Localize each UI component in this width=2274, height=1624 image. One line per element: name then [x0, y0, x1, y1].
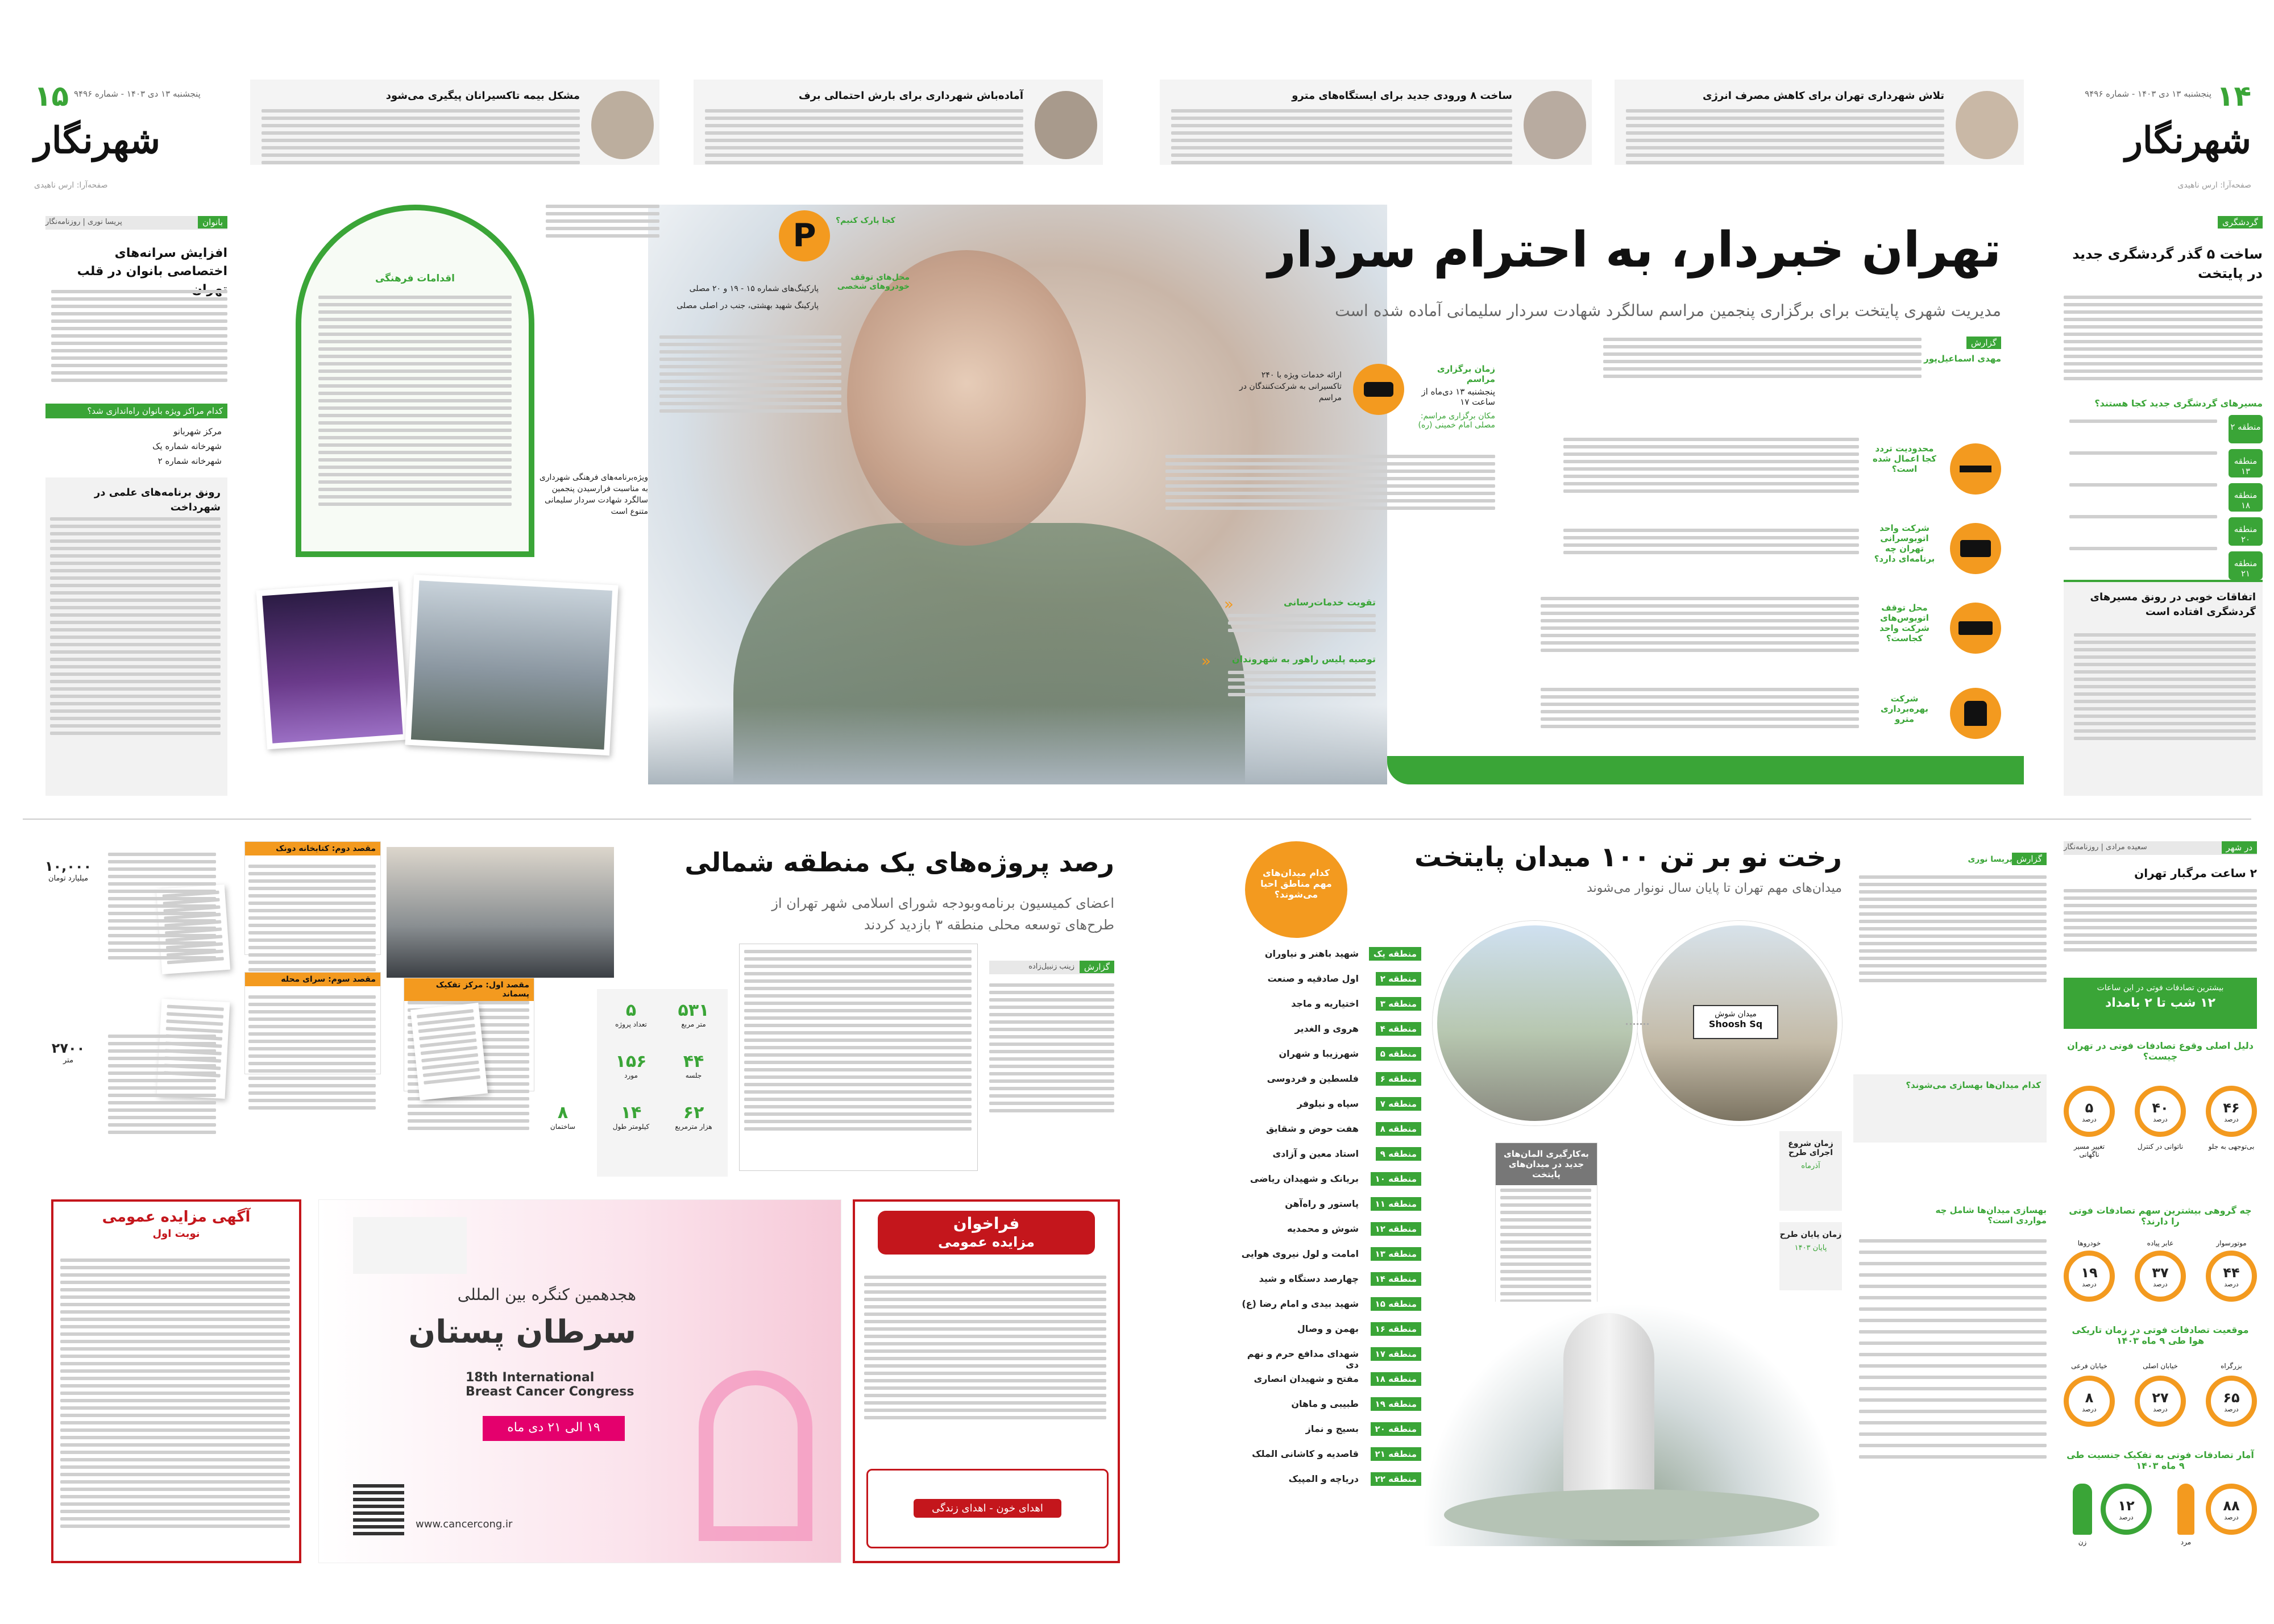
square-name: امامت و لول نیروی هوایی: [1241, 1248, 1359, 1259]
stat-label: مرد: [2180, 1538, 2192, 1546]
avatar: [1956, 91, 2018, 159]
congress-title: هجدهمین کنگره بین المللی: [457, 1285, 636, 1304]
avatar: [591, 91, 654, 159]
which-title: کدام میدان‌ها بهسازی می‌شوند؟: [1906, 1080, 2041, 1090]
zone-badge: منطقه ۱۵: [1371, 1297, 1421, 1311]
photo-shoosh: [1637, 921, 1842, 1125]
culture-arch: [296, 205, 534, 557]
dest-card: [244, 972, 381, 1074]
end-label: زمان پایان طرح: [1779, 1230, 1842, 1239]
section-tag: بانوان: [198, 216, 227, 229]
metro-icon: [1950, 688, 2001, 739]
question: موقعیت تصادفات فوتی در زمان تاریکی هوا طی ۹ ماه ۱۴۰۳: [2072, 1324, 2249, 1346]
stat-value: ۶۲: [683, 1103, 704, 1123]
stat: [534, 1103, 591, 1131]
call-title: فراخوان: [878, 1211, 1095, 1233]
zone-row: [1239, 1244, 1421, 1265]
info-title: شرکت بهره‌برداری مترو: [1881, 693, 1928, 724]
renov: [1853, 1205, 2047, 1523]
stat-label: هزار مترمربع: [675, 1123, 712, 1131]
ad-auction[interactable]: [51, 1199, 301, 1563]
zone-badge: منطقه ۱۸: [2229, 483, 2263, 512]
stat-ring: ۱۲ درصد: [2101, 1484, 2152, 1535]
stat-value: ۱۵۶: [615, 1052, 647, 1071]
zone-row: [1239, 1419, 1421, 1440]
ceremony-label: زمان برگزاری مراسم: [1437, 364, 1495, 384]
sign-en: Shoosh Sq: [1708, 1019, 1763, 1029]
photo-monirieh: [1433, 921, 1637, 1125]
peak-box: [2064, 978, 2257, 1029]
projects-headline: رصد پروژه‌های یک منطقه شمالی: [684, 847, 1114, 878]
zone-badge: منطقه ۱۲: [1371, 1222, 1421, 1236]
street-sign: [1693, 1005, 1778, 1039]
zone-row: [1239, 1044, 1421, 1065]
logo: شهرنگار: [34, 119, 160, 162]
zone-row: [1239, 1294, 1421, 1315]
stat-ring: ۶۵ درصد: [2206, 1376, 2257, 1427]
projects-lead: اعضای کمیسیون برنامه‌وبودجه شورای اسلامی شهر تهران از طرح‌های توسعه محلی منطقه ۳ بازدید کردند: [771, 895, 1114, 933]
zone-row: [1239, 1069, 1421, 1090]
top-news-3[interactable]: [694, 80, 1103, 165]
zone-row: [1239, 1119, 1421, 1140]
ceremony-place: مکان برگزاری مراسم: مصلی امام خمینی (ره): [1418, 412, 1495, 430]
police-title: توصیه پلیس راهور به شهروندان: [1231, 654, 1376, 664]
stat-label: ناتوانی در کنترل: [2137, 1143, 2184, 1150]
question: چه گروهی بیشترین سهم تصادفات فوتی را دارند؟: [2069, 1205, 2252, 1227]
stat-label: ساختمان: [550, 1123, 576, 1131]
start-value: آذرماه: [1801, 1162, 1820, 1170]
taxi-icon: [1353, 364, 1404, 415]
stat-ring: ۵ درصد: [2064, 1086, 2115, 1137]
news-title: مشکل بیمه تاکسیرانان پیگیری می‌شود: [385, 90, 580, 102]
private-question: محل‌های توقف خودروهای شخصی: [837, 273, 910, 291]
square-name: دریاچه و المپیک: [1288, 1473, 1359, 1484]
page-number: ۱۴: [2216, 80, 2251, 113]
zone-row: [1239, 969, 1421, 990]
start-box: [1779, 1131, 1842, 1211]
article-title: افزایش سرانه‌های اختصاصی بانوان در قلب: [77, 246, 227, 279]
logo: شهرنگار: [2125, 119, 2251, 162]
square-name: هروی و الغدیر: [1294, 1023, 1359, 1034]
blood-banner: [866, 1469, 1109, 1548]
square-name: شهید باهنر و نیاوران: [1264, 948, 1359, 959]
square-name: شهید بیدی و امام رضا (ع): [1242, 1298, 1359, 1309]
zone-row: [1239, 1019, 1421, 1040]
page-header-right: [2069, 80, 2251, 193]
kicker: گزارش: [2012, 853, 2047, 865]
photo-officials: [387, 847, 614, 978]
squares-lead: میدان‌های مهم تهران تا پایان سال نونوار می‌شوند: [1586, 881, 1842, 895]
news-title: آماده‌باش شهرداری برای بارش احتمالی برف: [798, 90, 1023, 102]
start-label: زمان شروع اجرای طرح: [1788, 1139, 1833, 1157]
designer-credit: صفحه‌آرا: ارس ناهیدی: [34, 181, 108, 190]
stat-ring: ۸ درصد: [2064, 1376, 2115, 1427]
stat-ring: ۴۰ درصد: [2135, 1086, 2186, 1137]
taxi-note: ارائه خدمات ویژه با ۲۴۰ تاکسیرانی به شرکت‌کنندگان در مراسم: [1239, 371, 1342, 402]
stat-label: زن: [2078, 1538, 2087, 1546]
dest-title: مقصد اول: مرکز تفکیک پسماند: [404, 978, 534, 1001]
square-name: شهرزیبا و شهران: [1279, 1048, 1359, 1059]
zone-row: [1239, 1169, 1421, 1190]
avatar: [1035, 91, 1097, 159]
center-item: شهرخانه شماره ۲: [157, 456, 222, 466]
byline: زینب زنبیل‌زاده: [1028, 962, 1074, 971]
main-feature: [250, 188, 2024, 801]
stat-value: ۵۳۱: [678, 1000, 709, 1020]
figure-value: ۱۰,۰۰۰: [44, 858, 92, 874]
top-news-1[interactable]: [1615, 80, 2024, 165]
zone-badge: منطقه ۲۰: [2229, 517, 2263, 546]
box: [45, 477, 227, 796]
bus-icon: [1950, 523, 2001, 574]
stat-label: کیلومتر طول: [612, 1123, 650, 1131]
squares-headline: رخت نو بر تن ۱۰۰ میدان پایتخت: [1414, 841, 1842, 873]
box-title: اتفاقات خوبی در رونق مسیرهای گردشگری افتاده است: [2090, 591, 2256, 618]
byline: سعیده مرادی | روزنامه‌نگار: [2064, 843, 2147, 852]
zone-badge: منطقه ۱۶: [1371, 1322, 1421, 1336]
square-name: بهمن و وصال: [1297, 1323, 1359, 1334]
head-shape: [847, 250, 1086, 546]
zone-badge: منطقه ۱۱: [1371, 1197, 1421, 1211]
question: دلیل اصلی وقوع تصادفات فوتی در تهران چیست؟: [2067, 1040, 2254, 1062]
end-box: [1779, 1222, 1842, 1290]
zone-badge: منطقه ۲۰: [1371, 1422, 1421, 1436]
zone-row: [1239, 1444, 1421, 1465]
sign-fa: میدان شوش: [1715, 1010, 1757, 1019]
page-header-left: [34, 80, 216, 193]
zone-row: [1239, 1344, 1421, 1370]
women-question: کدام مراکز ویژه بانوان راه‌اندازی شد؟: [45, 404, 227, 418]
figure-unit: میلیارد تومان: [48, 874, 89, 883]
info-box: [739, 944, 978, 1171]
sticky-note: [410, 1003, 488, 1100]
parking-question: کجا پارک کنیم؟: [836, 216, 895, 225]
stat-label: متر مربع: [681, 1020, 706, 1028]
zone-row: [1239, 1194, 1421, 1215]
zone-badge: منطقه ۲: [1376, 972, 1421, 986]
photo-tower: [256, 581, 409, 750]
article-title: ۲ ساعت مرگبار تهران: [2134, 866, 2257, 880]
female-icon: [2073, 1484, 2092, 1535]
zone-badge: منطقه ۱۹: [1371, 1397, 1421, 1411]
bus-stop-icon: [1950, 603, 2001, 654]
congress-url[interactable]: www.cancercong.ir: [416, 1518, 513, 1530]
zone-badge: منطقه ۱۷: [1371, 1347, 1421, 1361]
parking-icon: P: [779, 210, 830, 261]
male-icon: [2177, 1484, 2194, 1535]
ad-subtitle: نوبت اول: [152, 1228, 200, 1240]
parking-item: پارکینگ‌های شماره ۱۵ - ۱۹ و ۲۰ مصلی: [689, 284, 819, 293]
square-name: بسیج و نماز: [1305, 1423, 1359, 1434]
zone-row: [1239, 1144, 1421, 1165]
zone-badge: منطقه ۷: [1376, 1097, 1421, 1111]
zone-badge: منطقه ۶: [1376, 1072, 1421, 1086]
stat-value: ۵: [625, 1000, 637, 1020]
side-figure: [34, 858, 102, 883]
article-title: ساخت ۵ گذر گردشگری جدید در پایتخت: [2072, 246, 2263, 281]
stat-label: بی‌توجهی به جلو: [2208, 1143, 2255, 1150]
section-tag: گردشگری: [2218, 216, 2263, 229]
square-name: اختیاریه و ماجد: [1291, 998, 1359, 1009]
square-name: اول صادقیه و صنعت: [1267, 973, 1359, 984]
stat-label: تعداد پروژه: [615, 1020, 647, 1028]
square-name: طبیبی و ماهان: [1291, 1398, 1359, 1409]
byline: پریسا نوری | روزنامه‌نگار: [45, 218, 122, 226]
zone-badge: منطقه ۱۴: [1371, 1272, 1421, 1286]
ad-call[interactable]: [853, 1199, 1120, 1563]
zone-badge: منطقه ۲۲: [1371, 1472, 1421, 1486]
stats-box: [597, 989, 728, 1177]
parking-item: پارکینگ شهید بهشتی، جنب در اصلی مصلی: [677, 301, 819, 310]
page-number: ۱۵: [34, 80, 69, 113]
zone-badge: منطقه ۲۱: [2229, 551, 2263, 580]
stat-label: خیابان فرعی: [2071, 1362, 2107, 1370]
end-value: پایان ۱۴۰۳: [1794, 1244, 1827, 1252]
ad-congress[interactable]: [318, 1199, 841, 1563]
square-name: مفتح و شهیدان انصاری: [1254, 1373, 1359, 1384]
square-name: قاصدیه و کاشانی الملک: [1252, 1448, 1359, 1459]
zone-row: [1239, 944, 1421, 965]
zone-badge: منطقه ۲۱: [1371, 1447, 1421, 1461]
zone-row: [1239, 1319, 1421, 1340]
square-name: بریانک و شهیدان ریاضی: [1250, 1173, 1359, 1184]
zone-row: [1239, 1469, 1421, 1490]
zone-row: [1239, 994, 1421, 1015]
zone-row: [1239, 1394, 1421, 1415]
stat-label: خودروها: [2077, 1239, 2101, 1247]
center-item: مرکز شهربانو: [173, 426, 222, 437]
north-projects: [45, 836, 1137, 1188]
stat-value: ۱۴: [620, 1103, 642, 1123]
byline: پریسا نوری: [1968, 855, 2012, 864]
congress-date: ۱۹ الی ۲۱ دی ماه: [483, 1416, 625, 1441]
info-title: محدودیت تردد کجا اعمال شده است؟: [1873, 443, 1936, 474]
call-sub: مزایده عمومی: [878, 1233, 1095, 1255]
side-figure: [34, 1040, 102, 1065]
zone-badge: منطقه ۲: [2229, 415, 2263, 443]
byline: مهدی اسماعیل‌پور: [1924, 354, 2001, 364]
chevron-icon: «: [1201, 651, 1211, 670]
zone-row: [1239, 1219, 1421, 1240]
stat-ring: ۴۴ درصد: [2206, 1251, 2257, 1302]
ribbon-icon: [699, 1370, 812, 1541]
stat-label: موتورسوار: [2216, 1239, 2247, 1247]
news-title: تلاش شهرداری تهران برای کاهش مصرف انرژی: [1702, 90, 1944, 102]
zone-badge: منطقه ۱۰: [1371, 1172, 1421, 1186]
issue-date: پنجشنبه ۱۳ دی ۱۴۰۳ - شماره ۹۴۹۶: [2085, 89, 2211, 99]
designer-credit: صفحه‌آرا: ارس ناهیدی: [2177, 181, 2251, 190]
square-name: شهدای مدافع حرم و نهم دی: [1247, 1348, 1359, 1370]
square-name: پاستور و راه‌آهن: [1285, 1198, 1359, 1209]
divider: [23, 819, 2251, 820]
main-lead: مدیریت شهری پایتخت برای برگزاری پنجمین مراسم سالگرد شهادت سردار سلیمانی آماده شده است: [1335, 301, 2001, 320]
square-name: سپاه و نیلوفر: [1297, 1098, 1359, 1109]
center-item: شهرخانه شماره یک: [152, 441, 222, 451]
stat-ring: ۴۶ درصد: [2206, 1086, 2257, 1137]
chevron-icon: «: [1223, 595, 1234, 613]
congress-en: 18th International Breast Cancer Congress: [466, 1370, 634, 1399]
peak-label: بیشترین تصادفات فوتی در این ساعات: [2097, 983, 2224, 992]
ad-title: آگهی مزایده عمومی: [102, 1208, 251, 1226]
stat-label: خیابان اصلی: [2143, 1362, 2178, 1370]
renov-title: بهسازی میدان‌ها شامل چه مواردی است؟: [1935, 1205, 2047, 1226]
culture-note: ویژه‌برنامه‌های فرهنگی شهرداری به مناسبت فرارسیدن پنجمین سالگرد شهادت سردار سلیمانی متنوع است: [539, 473, 648, 516]
photo-billboard: [405, 575, 618, 755]
zone-rows: [1239, 944, 1421, 1506]
kicker: گزارش: [1080, 961, 1114, 973]
stat-ring: ۲۷ درصد: [2135, 1376, 2186, 1427]
roundabout: [1444, 1489, 1819, 1540]
square-name: فلسطین و فردوسی: [1267, 1073, 1359, 1084]
peak-time: ۱۲ شب تا ۲ بامداد: [2105, 996, 2216, 1010]
square-name: چهارصد دستگاه و شید: [1259, 1273, 1359, 1284]
section-tag: در شهر: [2222, 841, 2257, 854]
figure-value: ۲۷۰۰: [51, 1040, 85, 1056]
top-news-4[interactable]: [250, 80, 659, 165]
zone-badge: منطقه ۵: [1376, 1047, 1421, 1061]
info-title: محل توقف اتوبوس‌های شرکت واحد کجاست؟: [1879, 603, 1929, 643]
issue-date: پنجشنبه ۱۳ دی ۱۴۰۳ - شماره ۹۴۹۶: [74, 89, 201, 99]
blood-title: [353, 1217, 467, 1274]
news-title: ساخت ۸ ورودی جدید برای ایستگاه‌های مترو: [1292, 90, 1512, 102]
square-name: استاد معین و آزادی: [1272, 1148, 1359, 1159]
stat-label: مورد: [624, 1071, 638, 1079]
skyline: [648, 705, 1387, 784]
stat-label: بزرگراه: [2221, 1362, 2242, 1370]
square-name: شوش و محمدیه: [1287, 1223, 1359, 1234]
stat-ring: ۳۷ درصد: [2135, 1251, 2186, 1302]
main-headline: تهران خبردار، به احترام سردار: [1268, 222, 2001, 279]
question: آمار تصادفات فوتی به تفکیک جنسیت طی ۹ ماه ۱۴۰۳: [2066, 1449, 2254, 1471]
which-squares: [1853, 1074, 2047, 1143]
zone-badge: منطقه ۱۳: [1371, 1247, 1421, 1261]
zone-row: [1239, 1369, 1421, 1390]
services-title: تقویت خدمات‌رسانی: [1284, 597, 1376, 608]
stat-label: تغییر مسیر ناگهانی: [2073, 1143, 2105, 1158]
zone-badge: منطقه ۱۸: [1371, 1372, 1421, 1386]
box: [2064, 580, 2263, 796]
zone-badge: منطقه ۸: [1376, 1122, 1421, 1136]
stat-value: ۸: [557, 1103, 568, 1123]
left-column: [45, 216, 227, 807]
sculpture-photo: [1421, 1302, 1842, 1546]
zone-row: [1239, 1269, 1421, 1290]
blood-text: اهدای خون - اهدای زندگی: [914, 1499, 1061, 1518]
tourism-question: مسیرهای گردشگری جدید کجا هستند؟: [2094, 398, 2263, 409]
info-title: شرکت واحد اتوبوسرانی تهران چه برنامه‌ای دارد؟: [1874, 523, 1935, 564]
top-news-strip: [250, 80, 2024, 171]
stat-ring: ۸۸ درصد: [2206, 1484, 2257, 1535]
zone-badge: منطقه ۴: [1376, 1022, 1421, 1036]
ceremony-value: پنجشنبه ۱۳ دی‌ماه از ساعت ۱۷: [1421, 387, 1495, 407]
green-corner: [1387, 756, 2024, 784]
dest-card: [244, 841, 381, 955]
stat-label: جلسه: [685, 1071, 702, 1079]
dot-line: [1626, 1023, 1649, 1025]
squares-question: کدام میدان‌های مهم مناطق احیا می‌شوند؟: [1245, 841, 1347, 938]
box-title: رونق برنامه‌های علمی در شهرداخت: [94, 487, 221, 513]
square-name: هفت حوض و شقایق: [1266, 1123, 1359, 1134]
zone-badge: منطقه یک: [1369, 947, 1421, 961]
congress-main: سرطان پستان: [408, 1314, 636, 1351]
avatar: [1524, 91, 1586, 159]
dest-title: مقصد سوم: سرای محله: [245, 973, 380, 986]
top-news-2[interactable]: [1160, 80, 1592, 165]
stat-ring: ۱۹ درصد: [2064, 1251, 2115, 1302]
qr-code: [353, 1484, 404, 1535]
sculpture-shape: [1563, 1313, 1654, 1501]
figure-unit: متر: [63, 1056, 74, 1065]
right-column: [2058, 216, 2263, 807]
zone-row: [1239, 1094, 1421, 1115]
accident-column: [2064, 841, 2257, 1552]
zone-badge: منطقه ۱۳: [2229, 449, 2263, 477]
zone-badge: منطقه ۹: [1376, 1147, 1421, 1161]
stat-label: عابر پیاده: [2147, 1239, 2174, 1247]
ceremony-time: [1410, 364, 1495, 430]
stat-value: ۴۴: [683, 1052, 704, 1071]
zone-badge: منطقه ۳: [1376, 997, 1421, 1011]
culture-title: اقدامات فرهنگی: [375, 273, 455, 284]
no-entry-icon: [1950, 443, 2001, 495]
new-title: به‌کارگیری المان‌های جدید در میدان‌های پایتخت: [1496, 1143, 1597, 1185]
dest-title: مقصد دوم: کتابخانه دونک: [245, 842, 380, 855]
kicker: گزارش: [1966, 337, 2001, 349]
